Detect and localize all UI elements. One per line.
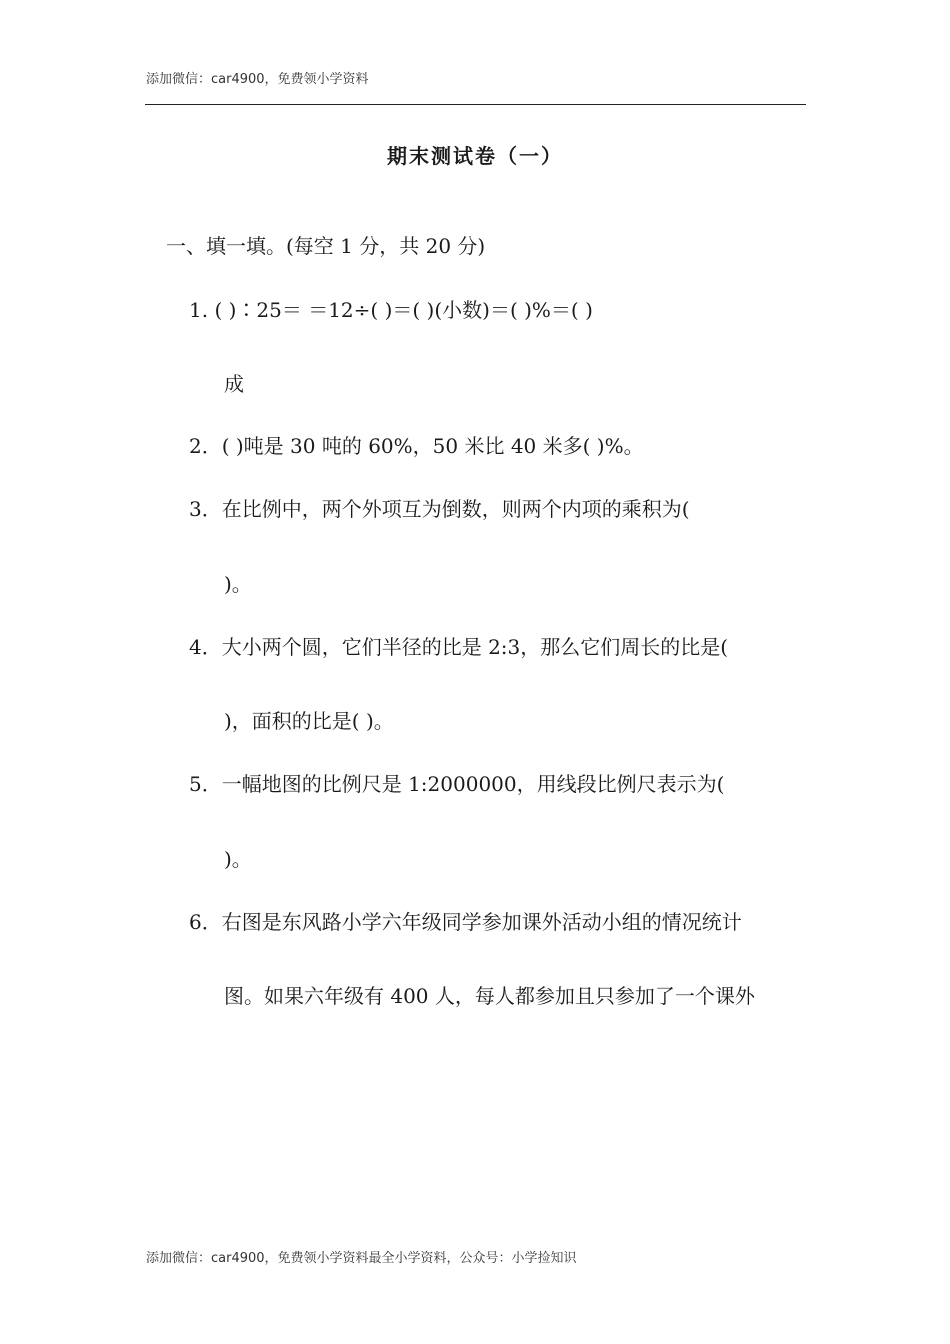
question-4-line-1: 4．大小两个圆，它们半径的比是 2:3，那么它们周长的比是(: [189, 635, 729, 659]
question-3-line-2: )。: [224, 572, 252, 596]
header-divider: [145, 104, 806, 105]
question-6-line-1: 6．右图是东风路小学六年级同学参加课外活动小组的情况统计: [189, 910, 742, 934]
question-6-line-2: 图。如果六年级有 400 人，每人都参加且只参加了一个课外: [224, 984, 755, 1008]
question-3-line-1: 3．在比例中，两个外项互为倒数，则两个内项的乘积为(: [189, 497, 690, 521]
header-note: 添加微信：car4900，免费领小学资料: [146, 72, 369, 87]
question-1-line-2: 成: [224, 372, 244, 396]
question-5-line-2: )。: [224, 847, 252, 871]
page-title: 期末测试卷（一）: [387, 144, 563, 168]
footer-note: 添加微信：car4900，免费领小学资料最全小学资料，公众号：小学捡知识: [146, 1251, 577, 1266]
section-heading: 一、填一填。(每空 1 分，共 20 分): [166, 234, 486, 258]
question-5-line-1: 5．一幅地图的比例尺是 1:2000000，用线段比例尺表示为(: [189, 772, 725, 796]
question-4-line-2: )，面积的比是( )。: [224, 709, 394, 733]
question-1-line-1: 1. ( )∶25＝ ＝12÷( )＝( )(小数)＝( )%＝( ): [189, 298, 593, 322]
question-2-line-1: 2．( )吨是 30 吨的 60%，50 米比 40 米多( )%。: [189, 434, 644, 458]
